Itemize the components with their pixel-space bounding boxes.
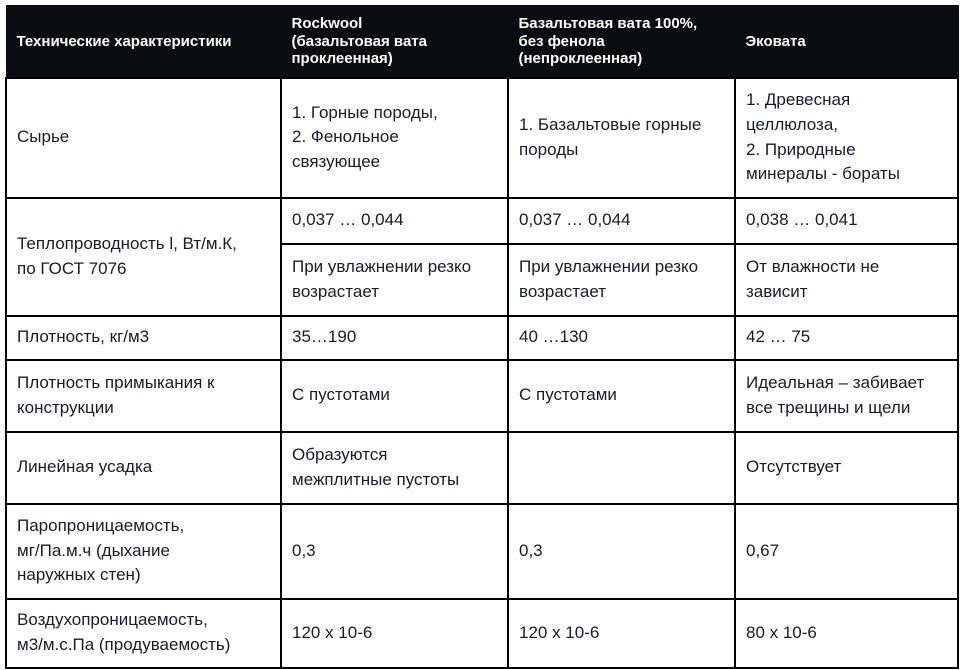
cell-line: по ГОСТ 7076 bbox=[17, 258, 127, 278]
header-rockwool-line: (базальтовая вата bbox=[291, 32, 427, 50]
table-cell: 80 х 10-6 bbox=[735, 599, 958, 668]
table-cell bbox=[281, 78, 508, 198]
table-cell bbox=[508, 432, 735, 504]
cell-line: 1. Древесная bbox=[746, 90, 851, 110]
header-rockwool-line: проклеенная) bbox=[291, 49, 393, 67]
header-ecowool: Эковата bbox=[735, 6, 958, 78]
insulation-comparison-table bbox=[5, 5, 959, 669]
table-cell: 35…190 bbox=[281, 316, 508, 360]
cell-line: 1. Горные породы, bbox=[292, 102, 438, 122]
table-row-raw-material bbox=[6, 78, 958, 198]
table-cell: 40 …130 bbox=[508, 316, 735, 360]
cell-line: Образуются bbox=[292, 444, 388, 464]
cell-line: минералы - бораты bbox=[746, 164, 900, 184]
table-cell: С пустотами bbox=[508, 360, 735, 432]
table-cell: 120 х 10-6 bbox=[508, 599, 735, 668]
cell-line: При увлажнении резко bbox=[292, 256, 472, 276]
header-basalt-line: (непроклеенная) bbox=[518, 49, 643, 67]
table-cell: 0,037 … 0,044 bbox=[281, 198, 508, 244]
table-row-air bbox=[6, 599, 958, 668]
header-rockwool-line: Rockwool bbox=[291, 15, 363, 33]
table-row-density bbox=[6, 316, 958, 360]
table-cell bbox=[735, 360, 958, 432]
header-rockwool bbox=[281, 6, 508, 78]
table-cell: 0,3 bbox=[508, 504, 735, 599]
table-row-fit bbox=[6, 360, 958, 432]
cell-line: связующее bbox=[292, 151, 381, 171]
cell-line: Теплопроводность l, Вт/м.К, bbox=[17, 233, 237, 253]
table-cell: С пустотами bbox=[281, 360, 508, 432]
table-cell bbox=[735, 244, 958, 316]
table-cell: 0,037 … 0,044 bbox=[508, 198, 735, 244]
table-row-conductivity bbox=[6, 198, 958, 244]
cell-line: возрастает bbox=[519, 281, 607, 301]
cell-line: м3/м.с.Па (продуваемость) bbox=[17, 635, 231, 654]
table-row-shrinkage bbox=[6, 432, 958, 504]
cell-line: конструкции bbox=[17, 397, 114, 417]
table-header-row bbox=[6, 6, 958, 78]
cell-line: целлюлоза, bbox=[746, 114, 838, 134]
header-characteristics: Технические характеристики bbox=[6, 6, 281, 78]
cell-line: зависит bbox=[746, 281, 808, 301]
cell-line: межплитные пустоты bbox=[292, 469, 460, 489]
row-label: Плотность, кг/м3 bbox=[6, 316, 281, 360]
cell-line: наружных стен) bbox=[17, 565, 141, 585]
row-label: Линейная усадка bbox=[6, 432, 281, 504]
header-basalt-line: без фенола bbox=[518, 32, 605, 50]
table-cell: 0,3 bbox=[281, 504, 508, 599]
table-cell bbox=[281, 244, 508, 316]
table-cell bbox=[508, 78, 735, 198]
cell-line: мг/Па.м.ч (дыхание bbox=[17, 540, 170, 560]
table-cell bbox=[735, 78, 958, 198]
table-cell: 42 … 75 bbox=[735, 316, 958, 360]
cell-line: От влажности не bbox=[746, 256, 880, 276]
header-basalt bbox=[508, 6, 735, 78]
cell-line: породы bbox=[519, 139, 579, 159]
row-label bbox=[6, 198, 281, 316]
row-label bbox=[6, 504, 281, 599]
cell-line: 1. Базальтовые горные bbox=[519, 114, 702, 134]
table-row-vapor bbox=[6, 504, 958, 599]
cell-line: При увлажнении резко bbox=[519, 256, 699, 276]
table-cell: 0,038 … 0,041 bbox=[735, 198, 958, 244]
table-cell bbox=[281, 432, 508, 504]
cell-line: Плотность примыкания к bbox=[17, 372, 215, 392]
cell-line: Идеальная – забивает bbox=[746, 372, 925, 392]
table-cell: 0,67 bbox=[735, 504, 958, 599]
row-label: Сырье bbox=[6, 78, 281, 198]
cell-line: возрастает bbox=[292, 281, 380, 301]
table-cell bbox=[508, 244, 735, 316]
cell-line: все трещины и щели bbox=[746, 397, 911, 417]
cell-line: 2. Природные bbox=[746, 139, 856, 159]
row-label bbox=[6, 360, 281, 432]
cell-line: Воздухопроницаемость, bbox=[17, 610, 208, 630]
cell-line: 2. Фенольное bbox=[292, 127, 399, 147]
table-cell: Отсутствует bbox=[735, 432, 958, 504]
row-label bbox=[6, 599, 281, 668]
cell-line: Паропроницаемость, bbox=[17, 516, 185, 536]
table-cell: 120 х 10-6 bbox=[281, 599, 508, 668]
header-basalt-line: Базальтовая вата 100%, bbox=[518, 15, 698, 33]
